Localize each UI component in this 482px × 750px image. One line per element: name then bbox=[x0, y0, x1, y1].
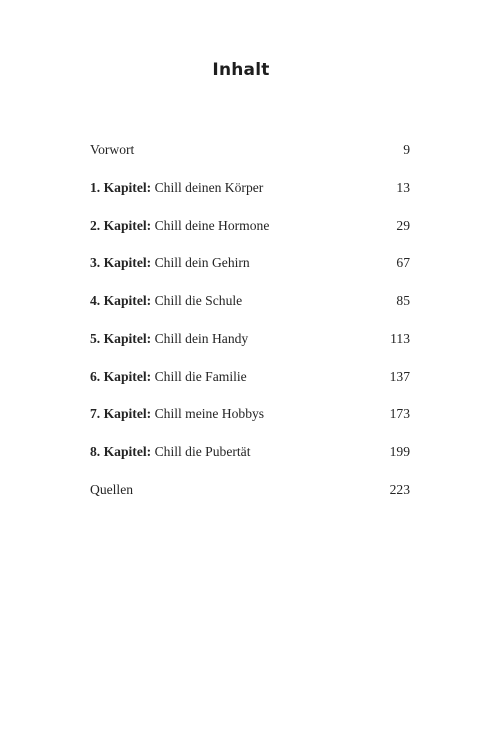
toc-entry-label bbox=[90, 218, 269, 234]
page-title: Inhalt bbox=[212, 60, 270, 80]
toc-page-number: 223 bbox=[389, 481, 410, 497]
chapter-title: Chill dein Handy bbox=[154, 330, 249, 346]
toc-entry-label bbox=[90, 293, 242, 309]
toc-entry-label: Vorwort bbox=[90, 142, 135, 157]
chapter-number: 2. Kapitel: bbox=[90, 217, 152, 233]
toc-entry-label: Quellen bbox=[90, 481, 134, 497]
chapter-number: 6. Kapitel: bbox=[90, 368, 152, 384]
toc-entry-foreword bbox=[90, 142, 410, 180]
toc-entry-chapter-5 bbox=[90, 331, 410, 369]
table-of-contents bbox=[90, 142, 410, 520]
toc-entry-label bbox=[90, 180, 263, 196]
toc-page-number: 173 bbox=[389, 406, 410, 422]
chapter-number: 4. Kapitel: bbox=[90, 293, 152, 308]
chapter-title: Chill deinen Körper bbox=[154, 179, 264, 195]
toc-entry-chapter-6 bbox=[90, 369, 410, 407]
toc-page-number: 9 bbox=[403, 142, 410, 157]
chapter-number: 8. Kapitel: bbox=[90, 444, 152, 459]
chapter-title: Chill die Pubertät bbox=[154, 444, 251, 459]
toc-entry-label bbox=[90, 331, 248, 347]
toc-page-number: 113 bbox=[390, 330, 410, 346]
chapter-title: Chill die Familie bbox=[154, 368, 247, 384]
toc-entry-chapter-4 bbox=[90, 293, 410, 331]
toc-entry-chapter-3 bbox=[90, 255, 410, 293]
chapter-number: 1. Kapitel: bbox=[90, 179, 152, 195]
toc-page-number: 137 bbox=[389, 368, 410, 384]
toc-entry-chapter-8 bbox=[90, 444, 410, 482]
chapter-title: Chill die Schule bbox=[154, 293, 243, 308]
toc-entry-chapter-7 bbox=[90, 406, 410, 444]
chapter-title: Chill deine Hormone bbox=[154, 217, 270, 233]
toc-page-number: 67 bbox=[396, 255, 410, 271]
chapter-title: Chill dein Gehirn bbox=[154, 255, 250, 271]
chapter-number: 7. Kapitel: bbox=[90, 406, 152, 422]
chapter-number: 5. Kapitel: bbox=[90, 330, 152, 346]
toc-entry-label bbox=[90, 255, 250, 271]
toc-page-number: 85 bbox=[396, 293, 410, 308]
toc-entry-chapter-2 bbox=[90, 218, 410, 256]
toc-entry-sources bbox=[90, 482, 410, 520]
toc-page-number: 199 bbox=[389, 444, 410, 459]
toc-entry-chapter-1 bbox=[90, 180, 410, 218]
chapter-number: 3. Kapitel: bbox=[90, 255, 152, 271]
toc-page-number: 29 bbox=[396, 217, 410, 233]
chapter-title: Chill meine Hobbys bbox=[154, 406, 265, 422]
toc-page-number: 13 bbox=[396, 179, 410, 195]
toc-entry-label bbox=[90, 406, 264, 422]
toc-entry-label bbox=[90, 369, 247, 385]
toc-entry-label bbox=[90, 444, 250, 460]
